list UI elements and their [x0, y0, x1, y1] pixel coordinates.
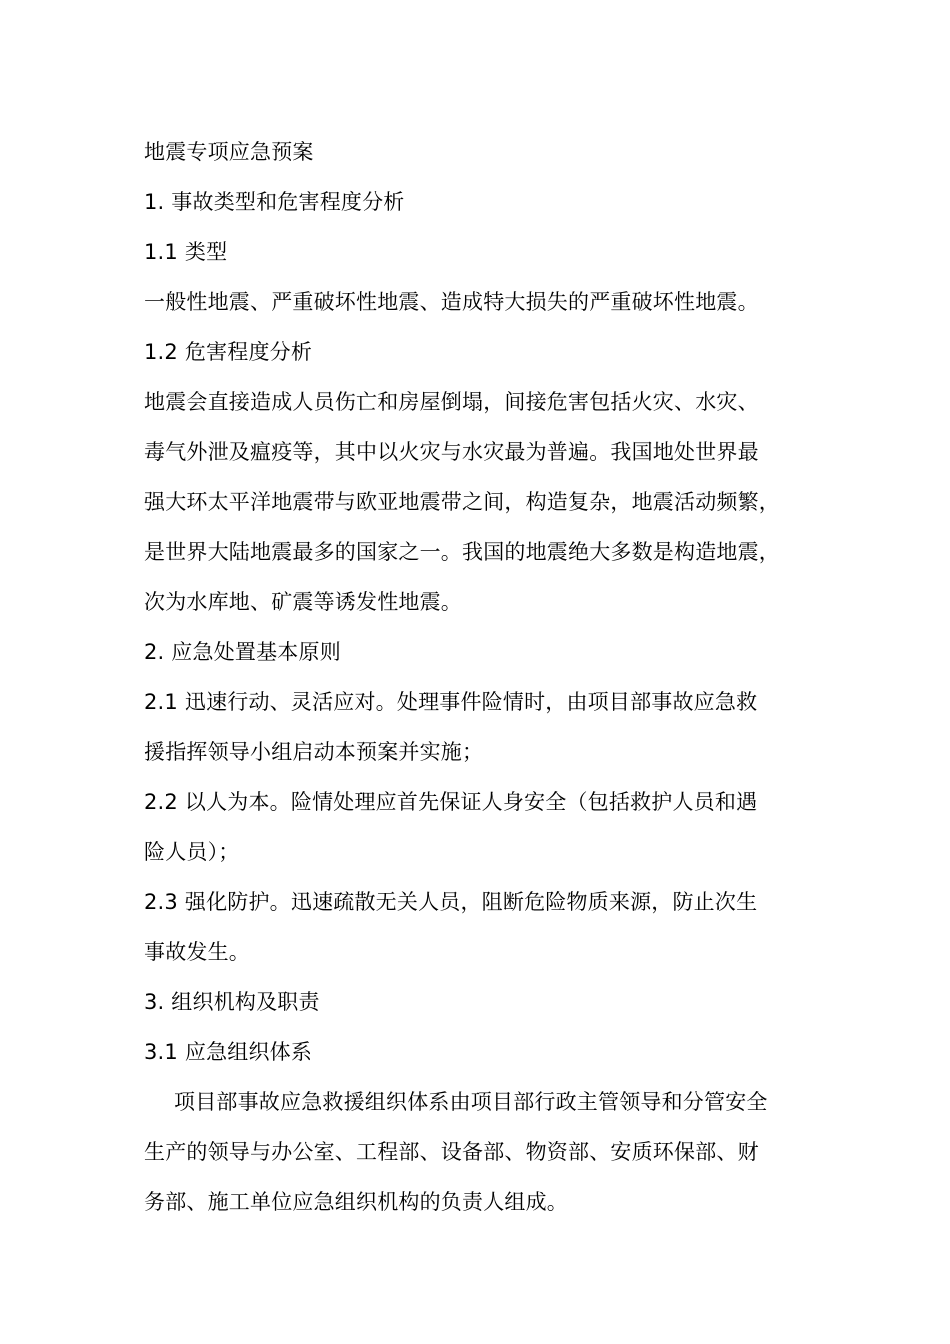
paragraph-line: 生产的领导与办公室、工程部、设备部、物资部、安质环保部、财 [144, 1140, 759, 1164]
paragraph-line: 强大环太平洋地震带与欧亚地震带之间，构造复杂，地震活动频繁， [144, 490, 780, 514]
document-title: 地震专项应急预案 [144, 140, 314, 164]
subsection-heading-1-2: 1.2 危害程度分析 [144, 340, 313, 364]
paragraph-line: 毒气外泄及瘟疫等，其中以火灾与水灾最为普遍。我国地处世界最 [144, 440, 759, 464]
section-heading-3: 3. 组织机构及职责 [144, 990, 320, 1014]
paragraph-line: 次为水库地、矿震等诱发性地震。 [144, 590, 462, 614]
paragraph-line: 援指挥领导小组启动本预案并实施； [144, 740, 484, 764]
section-heading-2: 2. 应急处置基本原则 [144, 640, 341, 664]
paragraph-line: 务部、施工单位应急组织机构的负责人组成。 [144, 1190, 568, 1214]
paragraph-line: 事故发生。 [144, 940, 250, 964]
paragraph-line: 地震会直接造成人员伤亡和房屋倒塌，间接危害包括火灾、水灾、 [144, 390, 759, 414]
paragraph-line: 一般性地震、严重破坏性地震、造成特大损失的严重破坏性地震。 [144, 290, 759, 314]
paragraph-line: 2.1 迅速行动、灵活应对。处理事件险情时，由项目部事故应急救 [144, 690, 758, 714]
paragraph-line: 险人员）； [144, 840, 240, 864]
paragraph-line: 2.2 以人为本。险情处理应首先保证人身安全（包括救护人员和遇 [144, 790, 758, 814]
subsection-heading-1-1: 1.1 类型 [144, 240, 228, 264]
document-body [144, 127, 824, 1227]
subsection-heading-3-1: 3.1 应急组织体系 [144, 1040, 313, 1064]
paragraph-line: 项目部事故应急救援组织体系由项目部行政主管领导和分管安全 [174, 1090, 768, 1114]
paragraph-line: 是世界大陆地震最多的国家之一。我国的地震绝大多数是构造地震， [144, 540, 780, 564]
paragraph-line: 2.3 强化防护。迅速疏散无关人员，阻断危险物质来源，防止次生 [144, 890, 758, 914]
section-heading-1: 1. 事故类型和危害程度分析 [144, 190, 405, 214]
